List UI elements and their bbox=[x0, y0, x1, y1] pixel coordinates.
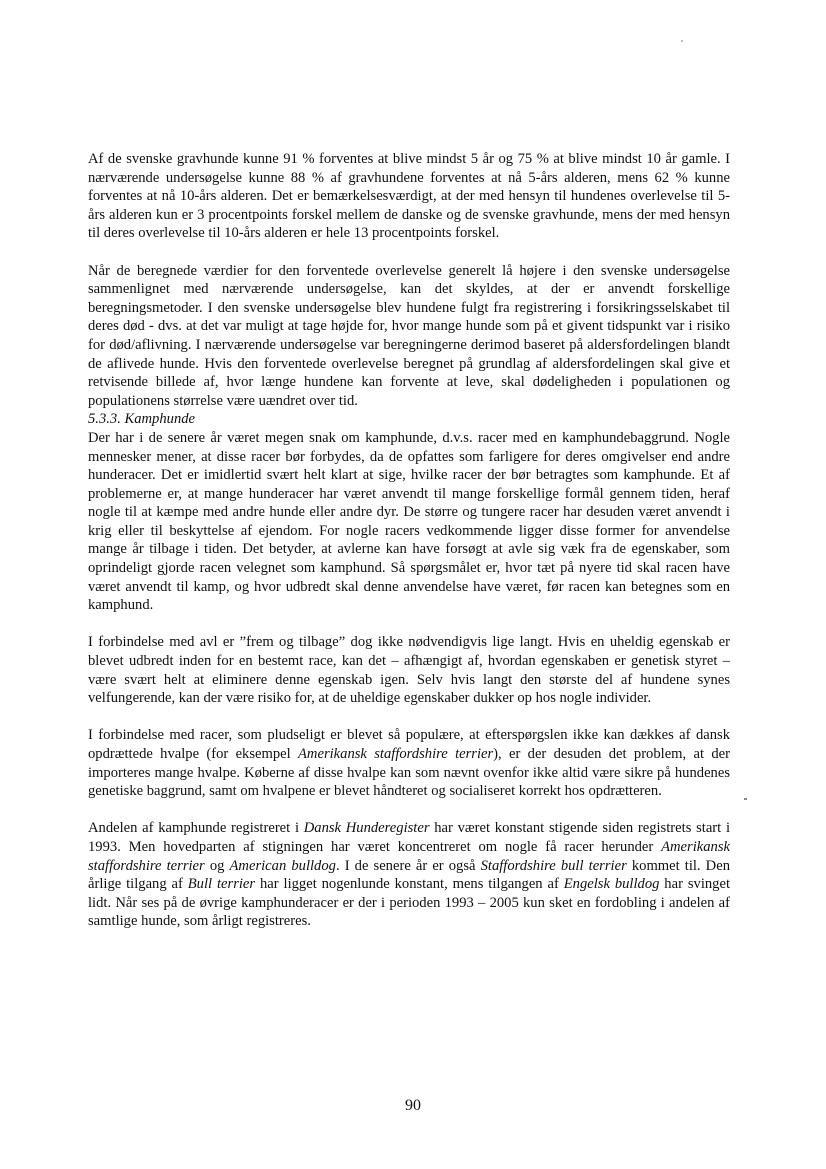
italic-breed-name: Amerikansk staffordshire terrier bbox=[298, 746, 494, 762]
text-run: har været konstant stigende siden registrets start i 1993. Men hovedparten af stigningen har været koncentreret om nogle få racer herunder bbox=[88, 820, 731, 855]
text-run: har svinget lidt. Når ses på de øvrige kamphunderacer er der i perioden 1993 – 2005 kun sket en fordobling i andelen af samtlige hunde, som årligt registreres. bbox=[88, 876, 730, 930]
paragraph-calculation-methods: Når de beregnede værdier for den forventede overlevelse generelt lå højere i den svenske undersøgelse sammenlignet med nærværende undersøgelse, kan det skyldes, at der er anvendt forskellige beregningsmetoder. I den svenske undersøgelse blev hundene fulgt fra registrering i forsikringsselskabet til deres død - dvs. at det var muligt at tage højde for, hvor mange hunde som på et givent tidspunkt var i risiko for død/aflivning. I nærværende undersøgelse var beregningerne derimod baseret på aldersfordelingen blandt de aflivede hunde. Hvis den forventede overlevelse beregnet på grundlag af aldersfordelingen skal give et retvisende billede af, hvor længe hundene kan forvente at leve, skal dødeligheden i populationen og populationens størrelse være uændret over tid. bbox=[88, 262, 730, 409]
text-run: har ligget nogenlunde konstant, mens tilgangen af bbox=[255, 876, 564, 893]
text-run: I forbindelse med racer, som pludseligt er blevet så populære, at efterspørgslen ikke kan dækkes af dansk opdrættede hvalpe (for eksempel bbox=[88, 727, 730, 762]
text-run: Andelen af kamphunde registreret i bbox=[88, 820, 304, 837]
scan-speck bbox=[681, 40, 683, 42]
paragraph-fighting-dogs-intro: Der har i de senere år været megen snak om kamphunde, d.v.s. racer med en kamphundebaggrund. Nogle mennesker mener, at disse racer bør forbydes, da de opfattes som farligere for deres omgivelser end andre hunderacer. Det er imidlertid svært helt klart at sige, hvilke racer der bør betragtes som kamphunde. Et af problemerne er, at mange hunderacer har været anvendt til mange forskellige formål gennem tiden, heraf nogle til at kæmpe med andre hunde eller andre dyr. De større og tungere racer har desuden været anvendt i krig eller til beskyttelse af ejendom. For nogle racers vedkommende ligger disse former for anvendelse mange år tilbage i tiden. Det betyder, at avlerne kan have forsøgt at avle sig væk fra de egenskaber, som oprindeligt gjorde racen velegnet som kamphund. Så spørgsmålet er, hvor tæt på nyere tid skal racen have været anvendt til kamp, og hvor udbredt skal denne anvendelse have været, før racen kan betegnes som en kamphund. bbox=[88, 429, 730, 614]
text-run: ), er der desuden det problem, at der importeres mange hvalpe. Køberne af disse hvalpe kan som nævnt ovenfor ikke altid være sikre på hundenes genetiske baggrund, samt om hvalpene er blevet håndteret og socialiseret korrekt hos opdrætteren. bbox=[88, 746, 730, 800]
text-run: og bbox=[204, 857, 230, 874]
italic-breed-name: Engelsk bulldog bbox=[563, 876, 660, 893]
paragraph-imports bbox=[88, 726, 730, 800]
italic-breed-name: Staffordshire bull terrier bbox=[480, 857, 627, 874]
paragraph-survival-swedish: Af de svenske gravhunde kunne 91 % forventes at blive mindst 5 år og 75 % at blive mindst 10 år gamle. I nærværende undersøgelse kunne 88 % af gravhundene forventes at nå 5-års alderen, mens 62 % kunne forventes at nå 10-års alderen. Det er bemærkelsesværdigt, at der med hensyn til hundenes overlevelse til 5-års alderen kun er 3 procentpoints forskel mellem de danske og de svenske gravhunde, mens der med hensyn til deres overlevelse til 10-års alderen er hele 13 procentpoints forskel. bbox=[88, 151, 730, 242]
section-heading: 5.3.3. Kamphunde bbox=[88, 411, 196, 428]
text-run: . I de senere år er også bbox=[335, 857, 481, 874]
paragraph-registry bbox=[88, 819, 730, 931]
scan-speck bbox=[744, 798, 747, 800]
text-run: kommet til. Den årlige tilgang af bbox=[88, 857, 730, 893]
italic-breed-name: Amerikansk staffordshire terrier bbox=[88, 838, 730, 874]
page-number: 90 bbox=[405, 1097, 421, 1114]
italic-breed-name: American bulldog bbox=[229, 857, 336, 874]
paragraph-breeding: I forbindelse med avl er ”frem og tilbage” dog ikke nødvendigvis lige langt. Hvis en uheldig egenskab er blevet udbredt inden for en bestemt race, kan det – afhængigt af, hvordan egenskaben er genetisk styret – være svært helt at eliminere denne egenskab igen. Selv hvis langt den største del af hundene synes velfungerende, kan der være risiko for, at de uheldige egenskaber dukker op hos nogle individer. bbox=[88, 634, 730, 707]
document-body bbox=[88, 150, 730, 931]
italic-registry-name: Dansk Hunderegister bbox=[303, 820, 430, 837]
italic-breed-name: Bull terrier bbox=[187, 876, 256, 893]
